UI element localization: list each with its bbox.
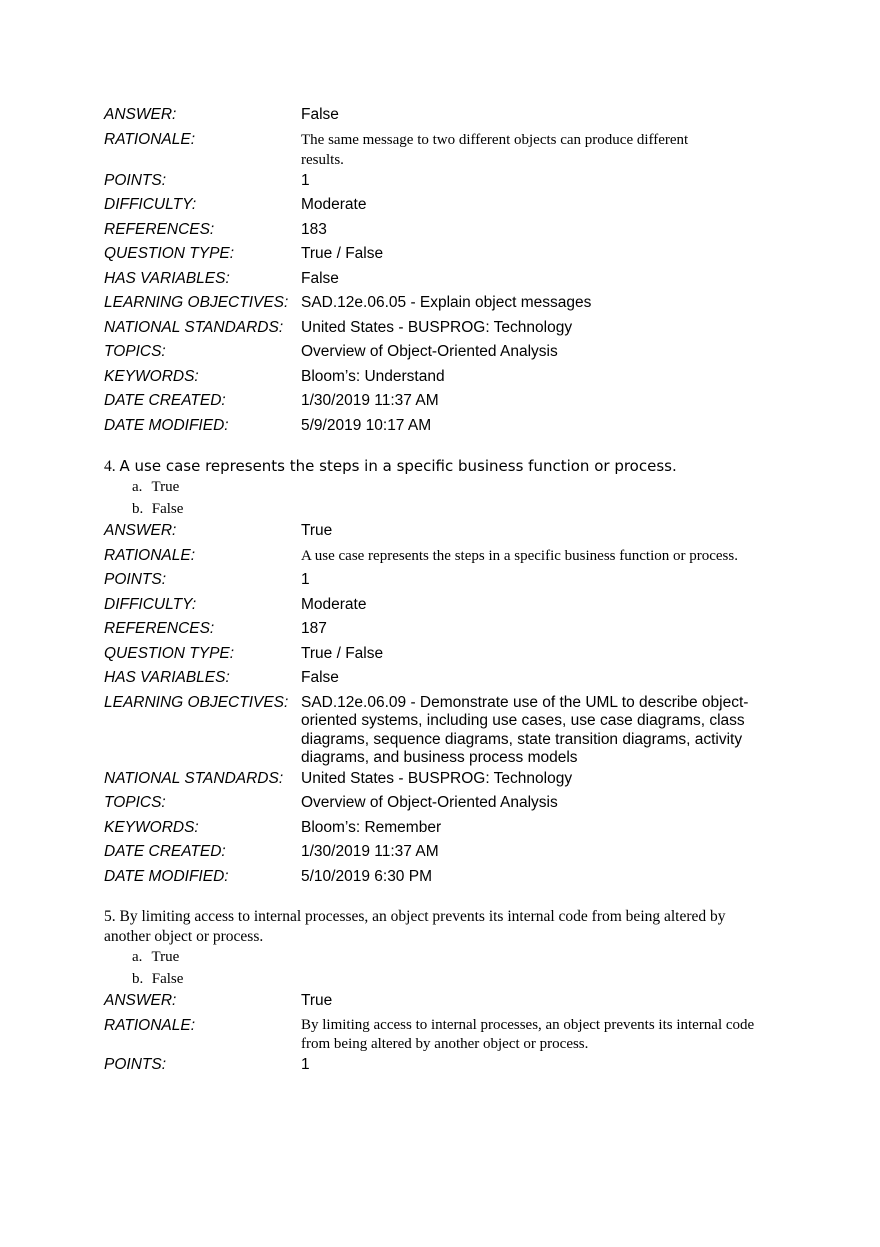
document-page	[104, 104, 784, 1078]
rationale-row	[104, 545, 784, 570]
question-type-value: True / False	[301, 245, 384, 262]
option-text: False	[151, 970, 184, 987]
date-created-label: DATE CREATED:	[104, 392, 226, 409]
question-body: A use case represents the steps in a specific business function or process.	[119, 457, 677, 475]
references-label: REFERENCES:	[104, 220, 215, 238]
rationale-value: The same message to two different objects can produce different results.	[301, 131, 689, 168]
answer-row	[104, 990, 784, 1015]
points-row	[104, 569, 784, 594]
keywords-label: KEYWORDS:	[104, 818, 199, 836]
question-text	[104, 907, 754, 947]
option-text: False	[151, 500, 184, 517]
learning-objectives-value: SAD.12e.06.05 - Explain object messages	[301, 294, 592, 311]
rationale-value: By limiting access to internal processes, an object prevents its internal code from being altered by another object or process.	[301, 1016, 755, 1052]
points-label: POINTS:	[104, 171, 167, 189]
answer-row	[104, 520, 784, 545]
points-label: POINTS:	[104, 571, 167, 588]
national-standards-value: United States - BUSPROG: Technology	[301, 769, 573, 787]
date-modified-value: 5/10/2019 6:30 PM	[301, 867, 432, 885]
question-number: 4.	[104, 458, 116, 475]
has-variables-row	[104, 667, 784, 692]
date-created-value: 1/30/2019 11:37 AM	[301, 843, 439, 860]
keywords-value: Bloom’s: Understand	[301, 367, 445, 385]
answer-value: True	[301, 992, 333, 1009]
has-variables-value: False	[301, 269, 339, 287]
question-number: 5.	[104, 908, 116, 925]
points-value: 1	[301, 171, 310, 189]
national-standards-label: NATIONAL STANDARDS:	[104, 769, 284, 787]
question-type-label: QUESTION TYPE:	[104, 644, 235, 662]
learning-objectives-label: LEARNING OBJECTIVES:	[104, 693, 289, 711]
date-modified-value: 5/9/2019 10:17 AM	[301, 416, 432, 434]
keywords-row	[104, 817, 784, 842]
option-letter: b.	[132, 970, 144, 987]
difficulty-row	[104, 194, 784, 219]
answer-label: ANSWER:	[104, 992, 177, 1009]
difficulty-label: DIFFICULTY:	[104, 196, 197, 213]
learning-objectives-row	[104, 292, 784, 317]
has-variables-label: HAS VARIABLES:	[104, 269, 230, 287]
national-standards-label: NATIONAL STANDARDS:	[104, 318, 284, 336]
answer-row	[104, 104, 784, 129]
answer-label: ANSWER:	[104, 106, 177, 123]
has-variables-row	[104, 268, 784, 293]
date-modified-label: DATE MODIFIED:	[104, 416, 229, 434]
question-3-metadata	[104, 104, 784, 439]
topics-value: Overview of Object-Oriented Analysis	[301, 343, 558, 360]
option-letter: b.	[132, 500, 144, 517]
references-value: 187	[301, 620, 327, 637]
date-modified-row	[104, 415, 784, 440]
topics-row	[104, 792, 784, 817]
answer-value: True	[301, 522, 333, 539]
option-a	[104, 947, 784, 969]
date-modified-row	[104, 866, 784, 891]
has-variables-value: False	[301, 669, 339, 686]
national-standards-row	[104, 768, 784, 793]
references-label: REFERENCES:	[104, 620, 215, 637]
rationale-label: RATIONALE:	[104, 546, 196, 564]
option-text: True	[151, 479, 180, 495]
difficulty-value: Moderate	[301, 196, 367, 213]
rationale-value: A use case represents the steps in a specific business function or process.	[301, 547, 738, 564]
option-letter: a.	[132, 479, 143, 495]
topics-label: TOPICS:	[104, 794, 166, 811]
rationale-label: RATIONALE:	[104, 1016, 196, 1034]
date-created-row	[104, 841, 784, 866]
references-row	[104, 219, 784, 244]
date-created-value: 1/30/2019 11:37 AM	[301, 392, 439, 409]
question-4	[104, 456, 784, 890]
option-text: True	[151, 949, 180, 965]
learning-objectives-row	[104, 692, 784, 768]
keywords-row	[104, 366, 784, 391]
difficulty-row	[104, 594, 784, 619]
option-b	[104, 499, 784, 521]
question-body: By limiting access to internal processes, an object prevents its internal code from being altered by another object or process.	[104, 908, 726, 945]
topics-value: Overview of Object-Oriented Analysis	[301, 794, 558, 811]
question-text	[104, 456, 784, 477]
national-standards-value: United States - BUSPROG: Technology	[301, 318, 573, 336]
question-5	[104, 907, 784, 1078]
date-created-row	[104, 390, 784, 415]
topics-row	[104, 341, 784, 366]
answer-label: ANSWER:	[104, 522, 177, 539]
option-letter: a.	[132, 949, 143, 965]
question-type-row	[104, 243, 784, 268]
keywords-value: Bloom’s: Remember	[301, 818, 442, 836]
points-value: 1	[301, 571, 310, 588]
points-value: 1	[301, 1055, 310, 1073]
points-row	[104, 1054, 784, 1079]
points-row	[104, 170, 784, 195]
has-variables-label: HAS VARIABLES:	[104, 669, 230, 686]
keywords-label: KEYWORDS:	[104, 367, 199, 385]
date-modified-label: DATE MODIFIED:	[104, 867, 229, 885]
rationale-row	[104, 1015, 784, 1054]
references-row	[104, 618, 784, 643]
learning-objectives-label: LEARNING OBJECTIVES:	[104, 294, 289, 311]
answer-value: False	[301, 106, 339, 123]
topics-label: TOPICS:	[104, 343, 166, 360]
rationale-row	[104, 129, 784, 170]
difficulty-label: DIFFICULTY:	[104, 595, 197, 613]
rationale-label: RATIONALE:	[104, 130, 196, 148]
points-label: POINTS:	[104, 1055, 167, 1073]
option-a	[104, 477, 784, 499]
learning-objectives-value: SAD.12e.06.09 - Demonstrate use of the UML to describe object-oriented systems, including use cases, use case diagrams, class diagrams, sequence diagrams, state transition diagrams, activity diagrams, and business process models	[301, 693, 749, 766]
references-value: 183	[301, 220, 327, 238]
question-type-row	[104, 643, 784, 668]
national-standards-row	[104, 317, 784, 342]
question-type-label: QUESTION TYPE:	[104, 245, 235, 262]
option-b	[104, 969, 784, 991]
difficulty-value: Moderate	[301, 595, 367, 613]
date-created-label: DATE CREATED:	[104, 843, 226, 860]
question-type-value: True / False	[301, 644, 384, 662]
